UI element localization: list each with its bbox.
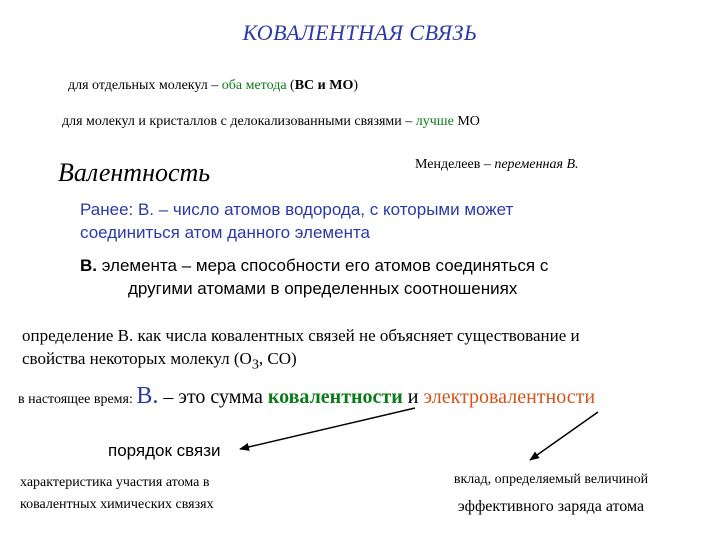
mendeleev-variable-valence: переменная В.: [494, 157, 579, 172]
valence-heading: Валентность: [58, 158, 211, 187]
arrow-to-effective-charge: [530, 412, 598, 460]
covalence-characteristic: [20, 472, 214, 516]
contribution-line-1: вклад, определяемый величиной: [453, 472, 649, 487]
characteristic-line-1: характеристика участия атома в: [20, 475, 210, 490]
critique-line-2: [22, 347, 580, 376]
mendeleev-text-a: Менделеев –: [415, 157, 495, 172]
now-covalence: ковалентности: [267, 386, 403, 408]
critique-line-1: определение В. как числа ковалентных связей не объясняет существование и: [22, 326, 580, 345]
line-individual-molecules: [68, 78, 358, 94]
modern-definition: [80, 254, 548, 300]
modern-def-line-1: [80, 254, 548, 277]
line2-better: лучше: [415, 114, 454, 129]
critique-line-2-b: , СО): [258, 349, 297, 368]
critique-subscript: 3: [251, 356, 259, 373]
contribution-line-2: эффективного заряда атома: [457, 498, 645, 515]
line1-text-e: ): [353, 78, 359, 93]
line1-vb-mo: ВС и МО: [294, 78, 354, 93]
current-definition: [18, 383, 595, 410]
line2-text-a: для молекул и кристаллов с делокализованными связями –: [62, 114, 416, 129]
now-v: В.: [136, 383, 159, 409]
critique: [22, 324, 580, 376]
arrow-to-bond-order: [240, 408, 415, 449]
line1-text-a: для отдельных молекул –: [68, 78, 222, 93]
earlier-line-2: соединиться атом данного элемента: [80, 223, 371, 242]
earlier-definition: [80, 198, 513, 244]
modern-def-v: В.: [80, 256, 97, 275]
line2-text-c: МО: [453, 114, 480, 129]
now-electrovalence: электровалентности: [423, 386, 596, 408]
now-and: и: [402, 386, 424, 408]
electrovalence-contribution: [416, 466, 686, 520]
earlier-line-1: Ранее: В. – число атомов водорода, с которыми может: [80, 200, 514, 219]
now-mid: – это сумма: [158, 386, 268, 408]
line1-text-c: (: [286, 78, 295, 93]
critique-line-2-a: свойства некоторых молекул (О: [22, 349, 252, 368]
modern-def-line-1-rest: элемента – мера способности его атомов соединяться с: [97, 256, 549, 275]
page-title: КОВАЛЕНТНАЯ СВЯЗЬ: [242, 20, 478, 45]
bond-order-label: порядок связи: [108, 441, 221, 460]
mendeleev-note: [415, 157, 579, 173]
characteristic-line-2: ковалентных химических связях: [20, 497, 214, 512]
now-prefix: в настоящее время:: [18, 392, 137, 407]
line-delocalized: [62, 114, 480, 130]
modern-def-line-2: другими атомами в определенных соотношениях: [128, 279, 518, 298]
line1-both-methods: оба метода: [221, 78, 287, 93]
